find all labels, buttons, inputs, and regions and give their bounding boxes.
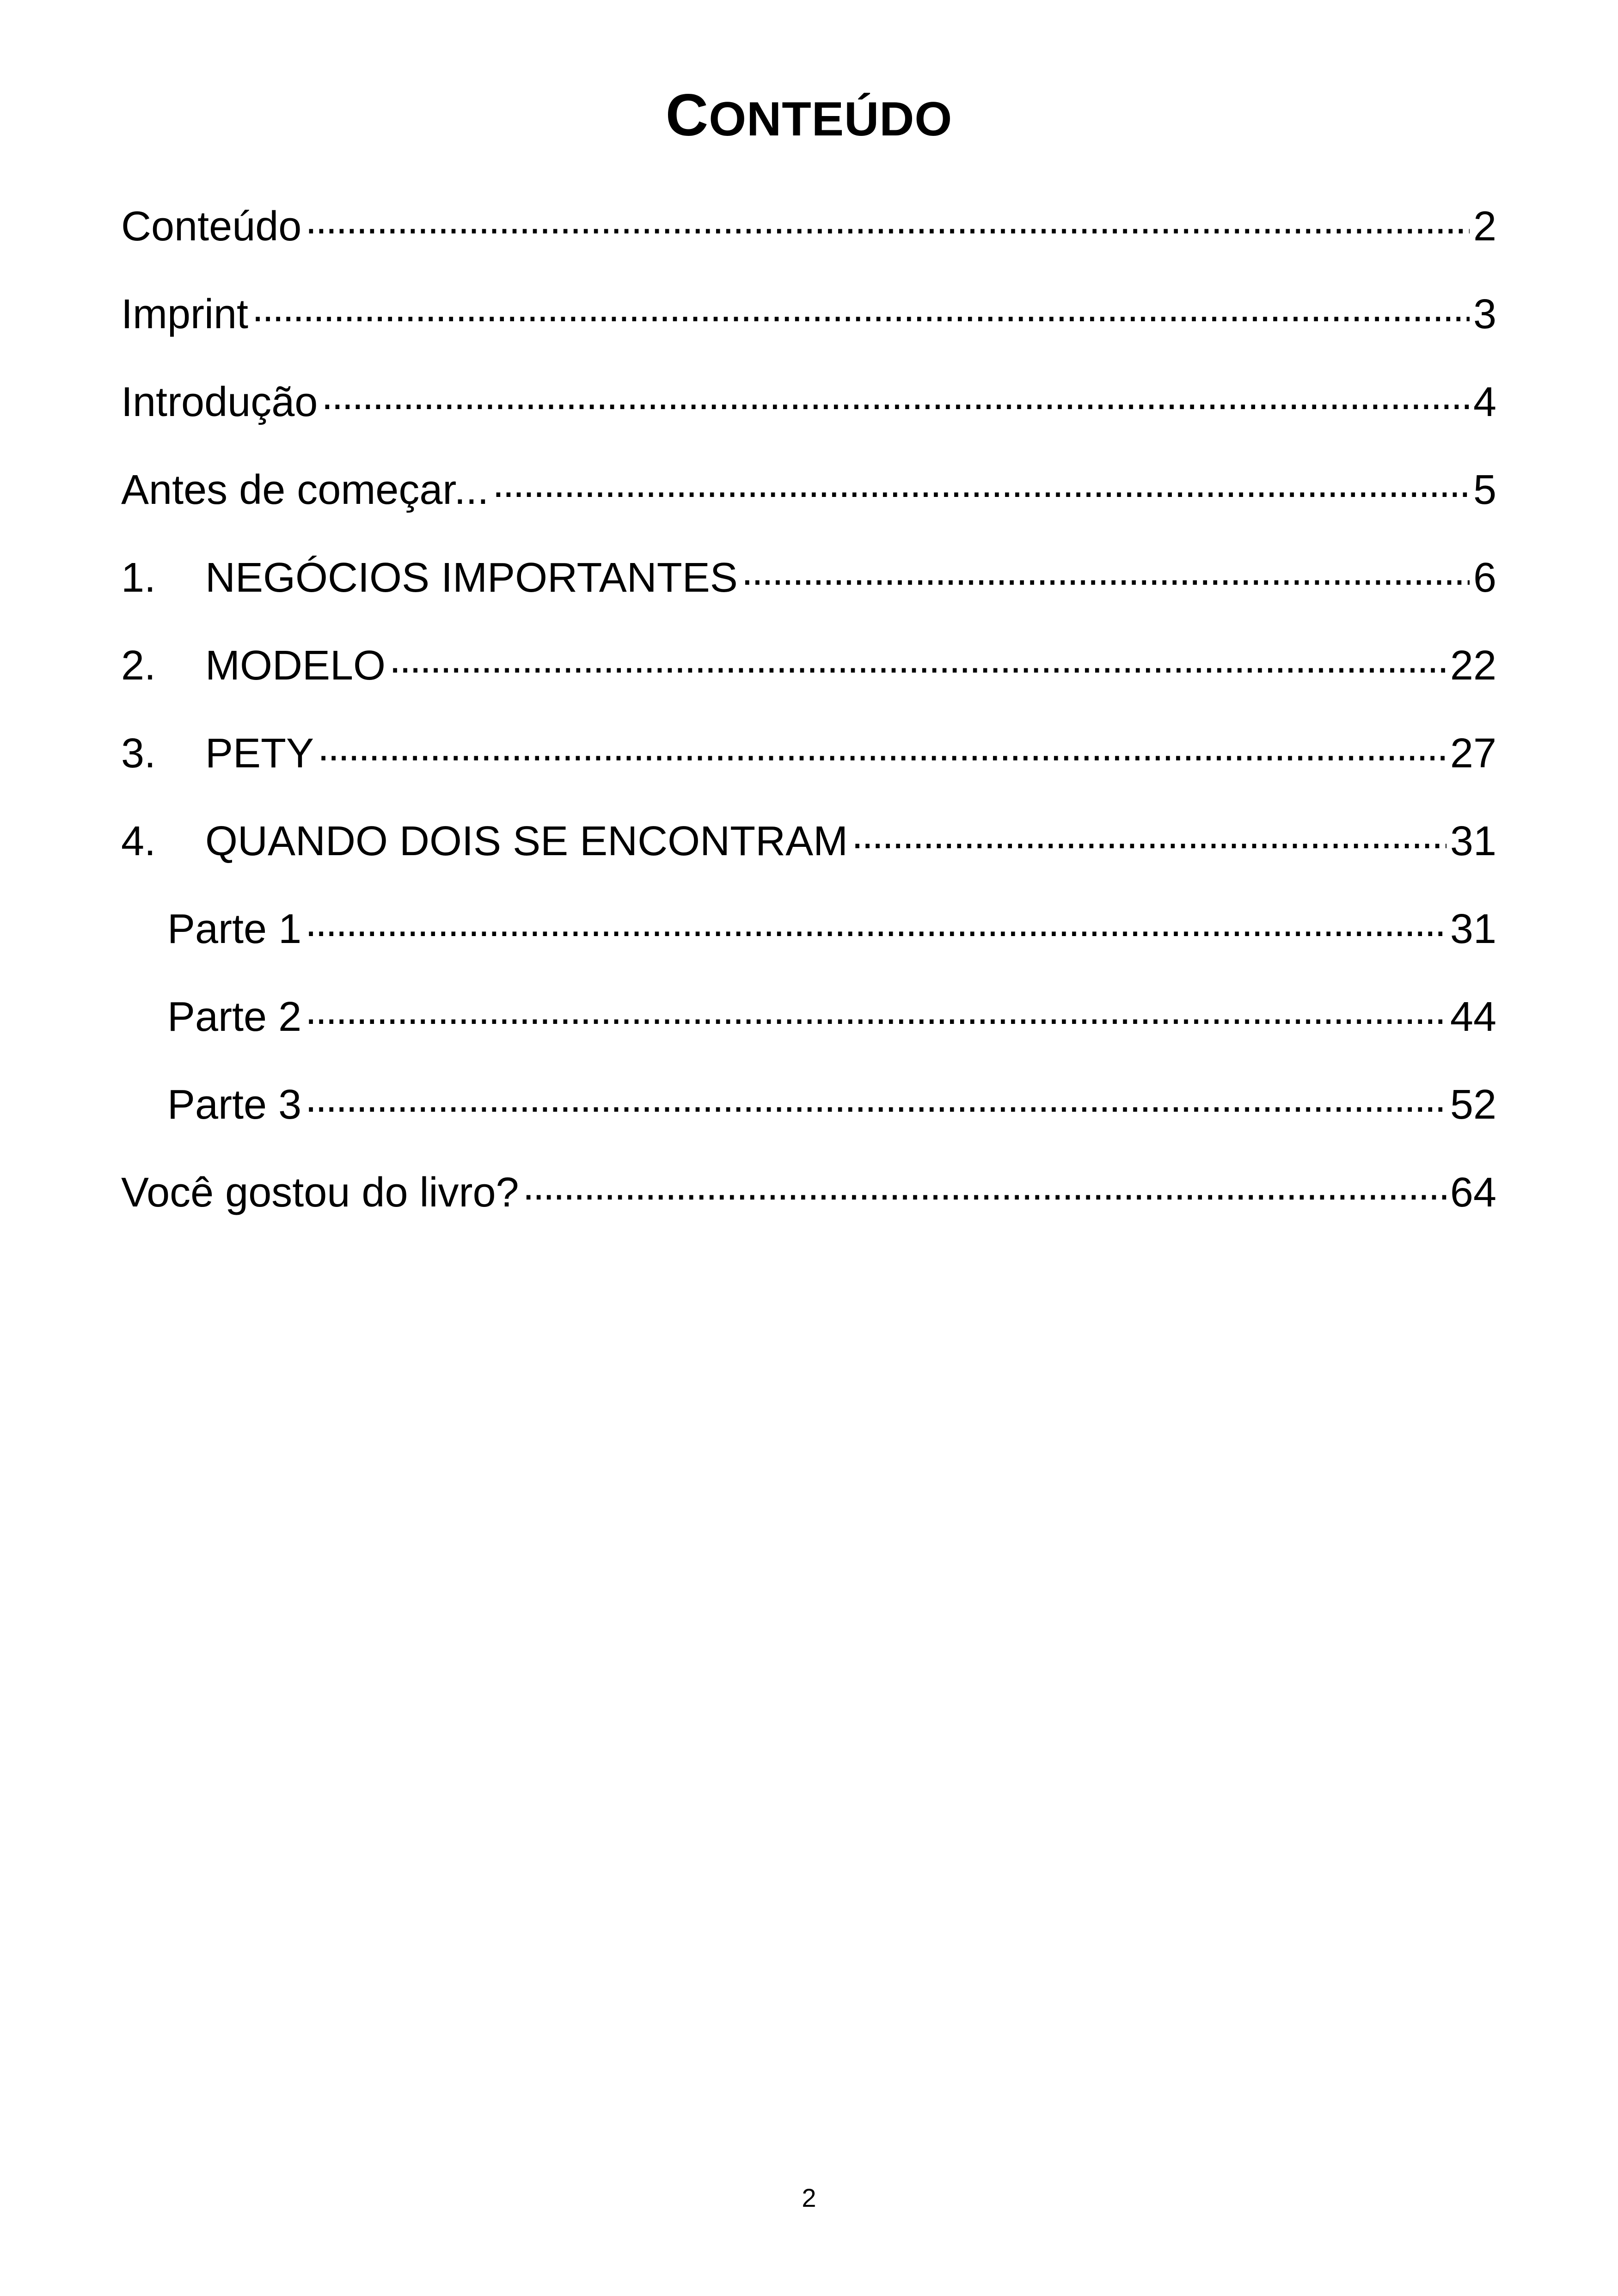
toc-entry-title: Parte 1 xyxy=(167,906,302,952)
toc-entry[interactable] xyxy=(121,550,1496,638)
toc-entry-title: Imprint xyxy=(121,291,249,337)
toc-entry[interactable] xyxy=(121,814,1496,901)
toc-entry-title: Parte 3 xyxy=(167,1082,302,1128)
toc-entry[interactable] xyxy=(121,374,1496,462)
toc-entry-title: MODELO xyxy=(205,643,386,689)
toc-entry-page: 6 xyxy=(1473,555,1496,601)
toc-entry-page: 27 xyxy=(1450,730,1496,777)
toc-entry-title: Parte 2 xyxy=(167,994,302,1040)
toc-entry-title: Introdução xyxy=(121,379,318,425)
toc-entry-page: 3 xyxy=(1473,291,1496,337)
toc-entry[interactable] xyxy=(121,462,1496,550)
toc-entry-title: Conteúdo xyxy=(121,203,302,250)
toc-entry-number: 1. xyxy=(121,555,156,601)
toc-entry-page: 31 xyxy=(1450,818,1496,864)
toc-dot-leader xyxy=(318,726,1446,767)
toc-entry-page: 44 xyxy=(1450,994,1496,1040)
toc-dot-leader xyxy=(305,1077,1446,1119)
toc-entry[interactable] xyxy=(121,199,1496,287)
toc-entry-page: 4 xyxy=(1473,379,1496,425)
toc-entry-title: PETY xyxy=(205,730,314,777)
toc-entry-title: Antes de começar... xyxy=(121,467,489,513)
toc-entry-title: NEGÓCIOS IMPORTANTES xyxy=(205,555,738,601)
toc-dot-leader xyxy=(742,550,1470,592)
table-of-contents xyxy=(121,199,1496,1253)
toc-entry[interactable] xyxy=(121,901,1496,989)
toc-entry[interactable] xyxy=(121,726,1496,814)
toc-dot-leader xyxy=(389,638,1446,680)
toc-entry-title: Você gostou do livro? xyxy=(121,1169,519,1216)
page-title-rest: ONTEÚDO xyxy=(709,92,953,146)
toc-dot-leader xyxy=(852,814,1446,855)
toc-entry-page: 22 xyxy=(1450,643,1496,689)
toc-entry-number: 2. xyxy=(121,643,156,689)
toc-entry[interactable] xyxy=(121,1077,1496,1165)
toc-dot-leader xyxy=(305,901,1446,943)
page-title-initial: C xyxy=(665,82,709,148)
toc-entry-number: 3. xyxy=(121,730,156,777)
toc-entry-title: QUANDO DOIS SE ENCONTRAM xyxy=(205,818,848,864)
toc-entry[interactable] xyxy=(121,287,1496,374)
toc-dot-leader xyxy=(321,374,1470,416)
toc-entry[interactable] xyxy=(121,638,1496,726)
toc-entry[interactable] xyxy=(121,989,1496,1077)
toc-entry-page: 5 xyxy=(1473,467,1496,513)
toc-entry[interactable] xyxy=(121,1165,1496,1253)
page-number: 2 xyxy=(802,2183,816,2212)
toc-entry-number: 4. xyxy=(121,818,156,864)
toc-dot-leader xyxy=(305,989,1446,1031)
toc-dot-leader xyxy=(492,462,1470,504)
toc-entry-page: 64 xyxy=(1450,1169,1496,1216)
toc-dot-leader xyxy=(305,199,1470,240)
toc-entry-page: 2 xyxy=(1473,203,1496,250)
toc-entry-page: 31 xyxy=(1450,906,1496,952)
page-title xyxy=(0,82,1618,149)
toc-dot-leader xyxy=(252,287,1470,328)
toc-entry-page: 52 xyxy=(1450,1082,1496,1128)
toc-dot-leader xyxy=(523,1165,1446,1206)
